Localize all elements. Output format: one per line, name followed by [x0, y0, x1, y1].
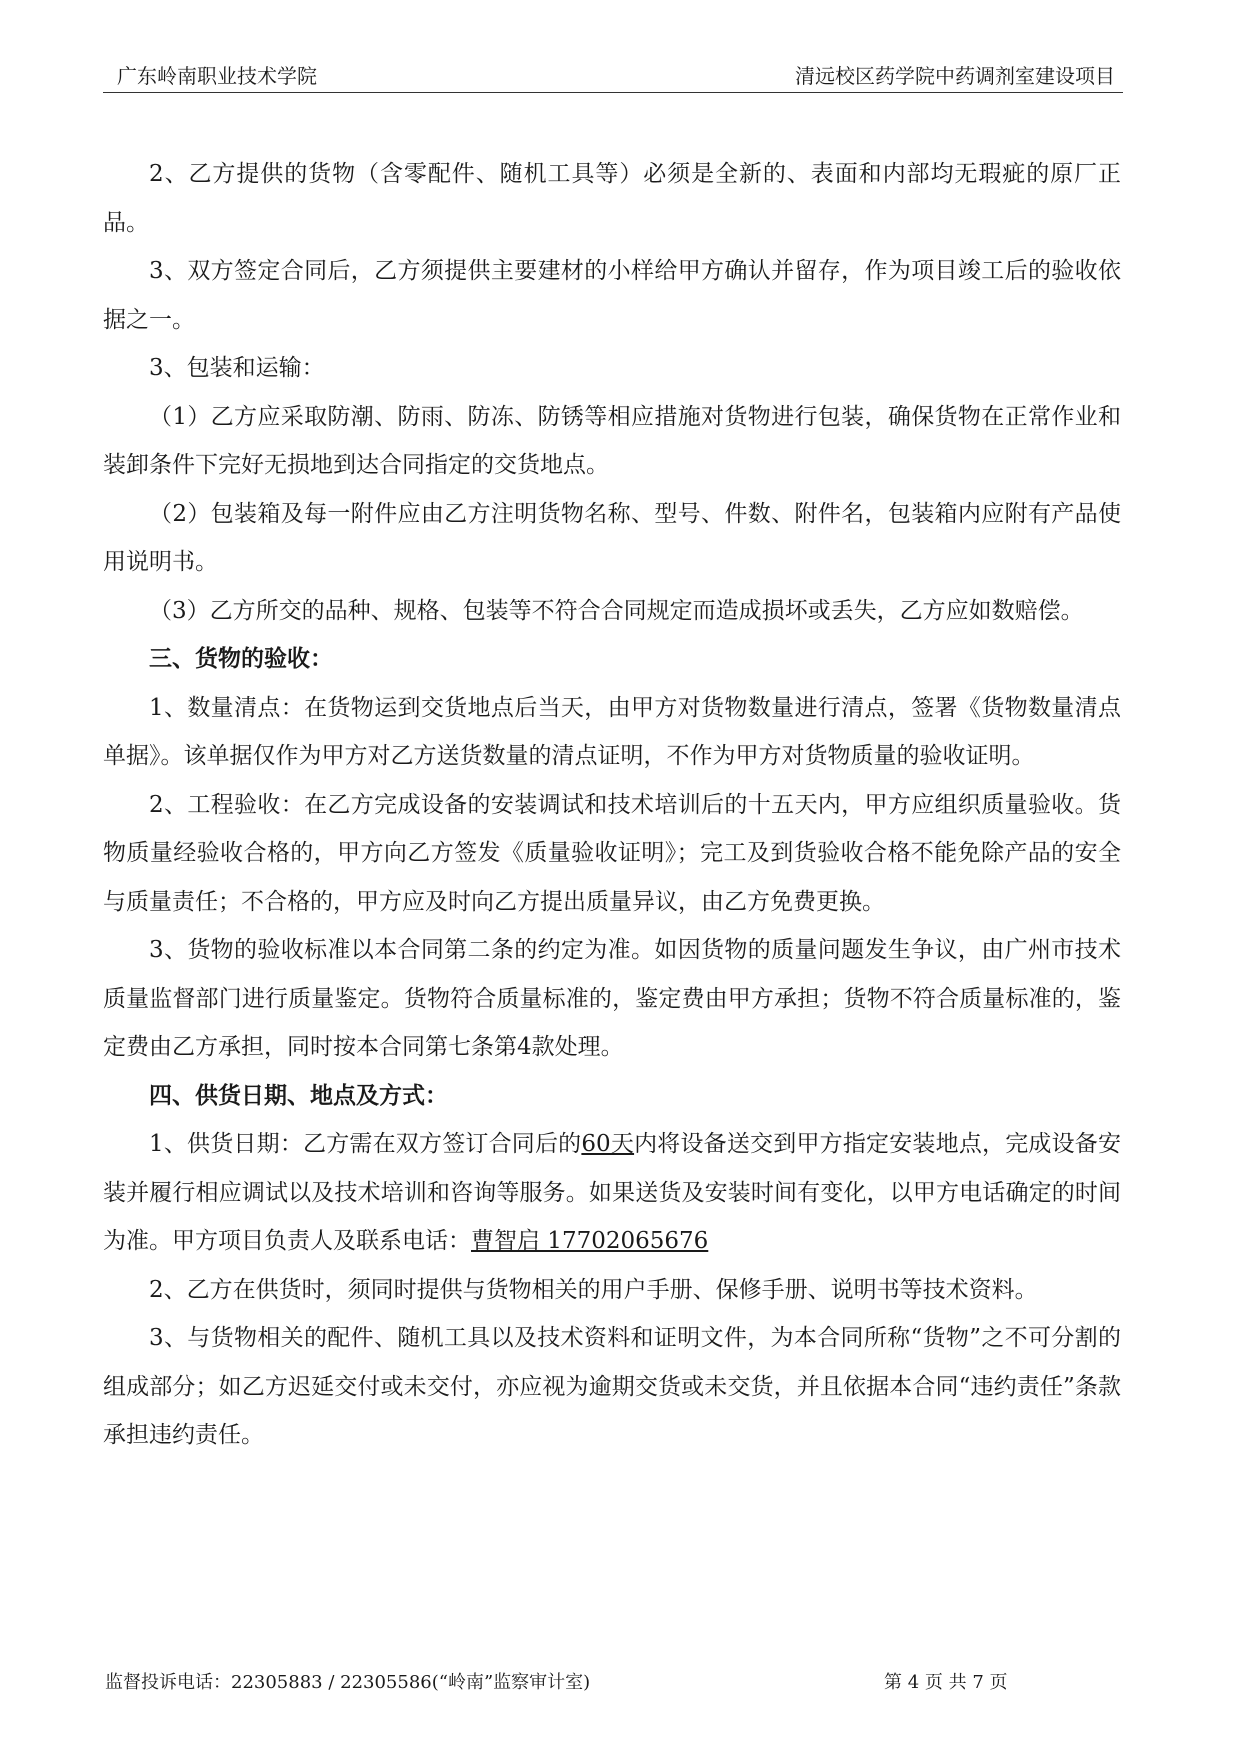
paragraph: （2）包装箱及每一附件应由乙方注明货物名称、型号、件数、附件名，包装箱内应附有产品使用说明书。 — [103, 500, 1121, 575]
paragraph: 1、数量清点：在货物运到交货地点后当天，由甲方对货物数量进行清点，签署《货物数量清点单据》。该单据仅作为甲方对乙方送货数量的清点证明，不作为甲方对货物质量的验收证明。 — [103, 694, 1121, 769]
header-project: 清远校区药学院中药调剂室建设项目 — [795, 64, 1115, 88]
page-header — [103, 58, 1123, 93]
text-run: 内将设备送交到甲方指定安装地点，完成设备安装并履行相应调试以及技术培训和咨询等服务。如果送货及安装时间有变化，以甲方电话确定的时间为准。甲方项目负责人及联系电话： — [103, 1131, 1122, 1254]
paragraph: （1）乙方应采取防潮、防雨、防冻、防锈等相应措施对货物进行包装，确保货物在正常作业和装卸条件下完好无损地到达合同指定的交货地点。 — [103, 403, 1121, 478]
section-heading-delivery: 四、供货日期、地点及方式： — [149, 1082, 448, 1109]
document-body — [103, 150, 1121, 1460]
contact-person: 曹智启 17702065676 — [471, 1228, 709, 1254]
paragraph: 3、双方签定合同后，乙方须提供主要建材的小样给甲方确认并留存，作为项目竣工后的验收依据之一。 — [103, 258, 1121, 333]
page-footer — [103, 1668, 1123, 1698]
paragraph-delivery-date — [103, 1120, 1121, 1266]
section-heading-acceptance: 三、货物的验收： — [149, 646, 333, 672]
paragraph: 3、包装和运输： — [149, 355, 325, 381]
paragraph: 3、货物的验收标准以本合同第二条的约定为准。如因货物的质量问题发生争议，由广州市技术质量监督部门进行质量鉴定。货物符合质量标准的，鉴定费由甲方承担；货物不符合质量标准的，鉴定费由乙方承担，同时按本合同第七条第4款处理。 — [103, 937, 1121, 1060]
paragraph: （3）乙方所交的品种、规格、包装等不符合合同规定而造成损坏或丢失，乙方应如数赔偿。 — [149, 597, 1084, 624]
header-institution: 广东岭南职业技术学院 — [117, 64, 317, 88]
page-number: 第 4 页 共 7 页 — [884, 1672, 1008, 1693]
paragraph: 2、乙方提供的货物（含零配件、随机工具等）必须是全新的、表面和内部均无瑕疵的原厂正品。 — [103, 161, 1121, 236]
paragraph: 3、与货物相关的配件、随机工具以及技术资料和证明文件，为本合同所称“货物”之不可分割的组成部分；如乙方迟延交付或未交付，亦应视为逾期交货或未交货，并且依据本合同“违约责任”条款承担违约责任。 — [103, 1325, 1121, 1448]
text-run: 1、供货日期：乙方需在双方签订合同后的 — [149, 1131, 582, 1157]
footer-complaint-phone: 监督投诉电话：22305883 / 22305586(“岭南”监察审计室) — [105, 1672, 591, 1693]
delivery-days: 60天 — [581, 1131, 635, 1157]
paragraph: 2、乙方在供货时，须同时提供与货物相关的用户手册、保修手册、说明书等技术资料。 — [149, 1276, 1038, 1303]
paragraph: 2、工程验收：在乙方完成设备的安装调试和技术培训后的十五天内，甲方应组织质量验收。货物质量经验收合格的，甲方向乙方签发《质量验收证明》；完工及到货验收合格不能免除产品的安全与质量责任；不合格的，甲方应及时向乙方提出质量异议，由乙方免费更换。 — [103, 791, 1121, 915]
